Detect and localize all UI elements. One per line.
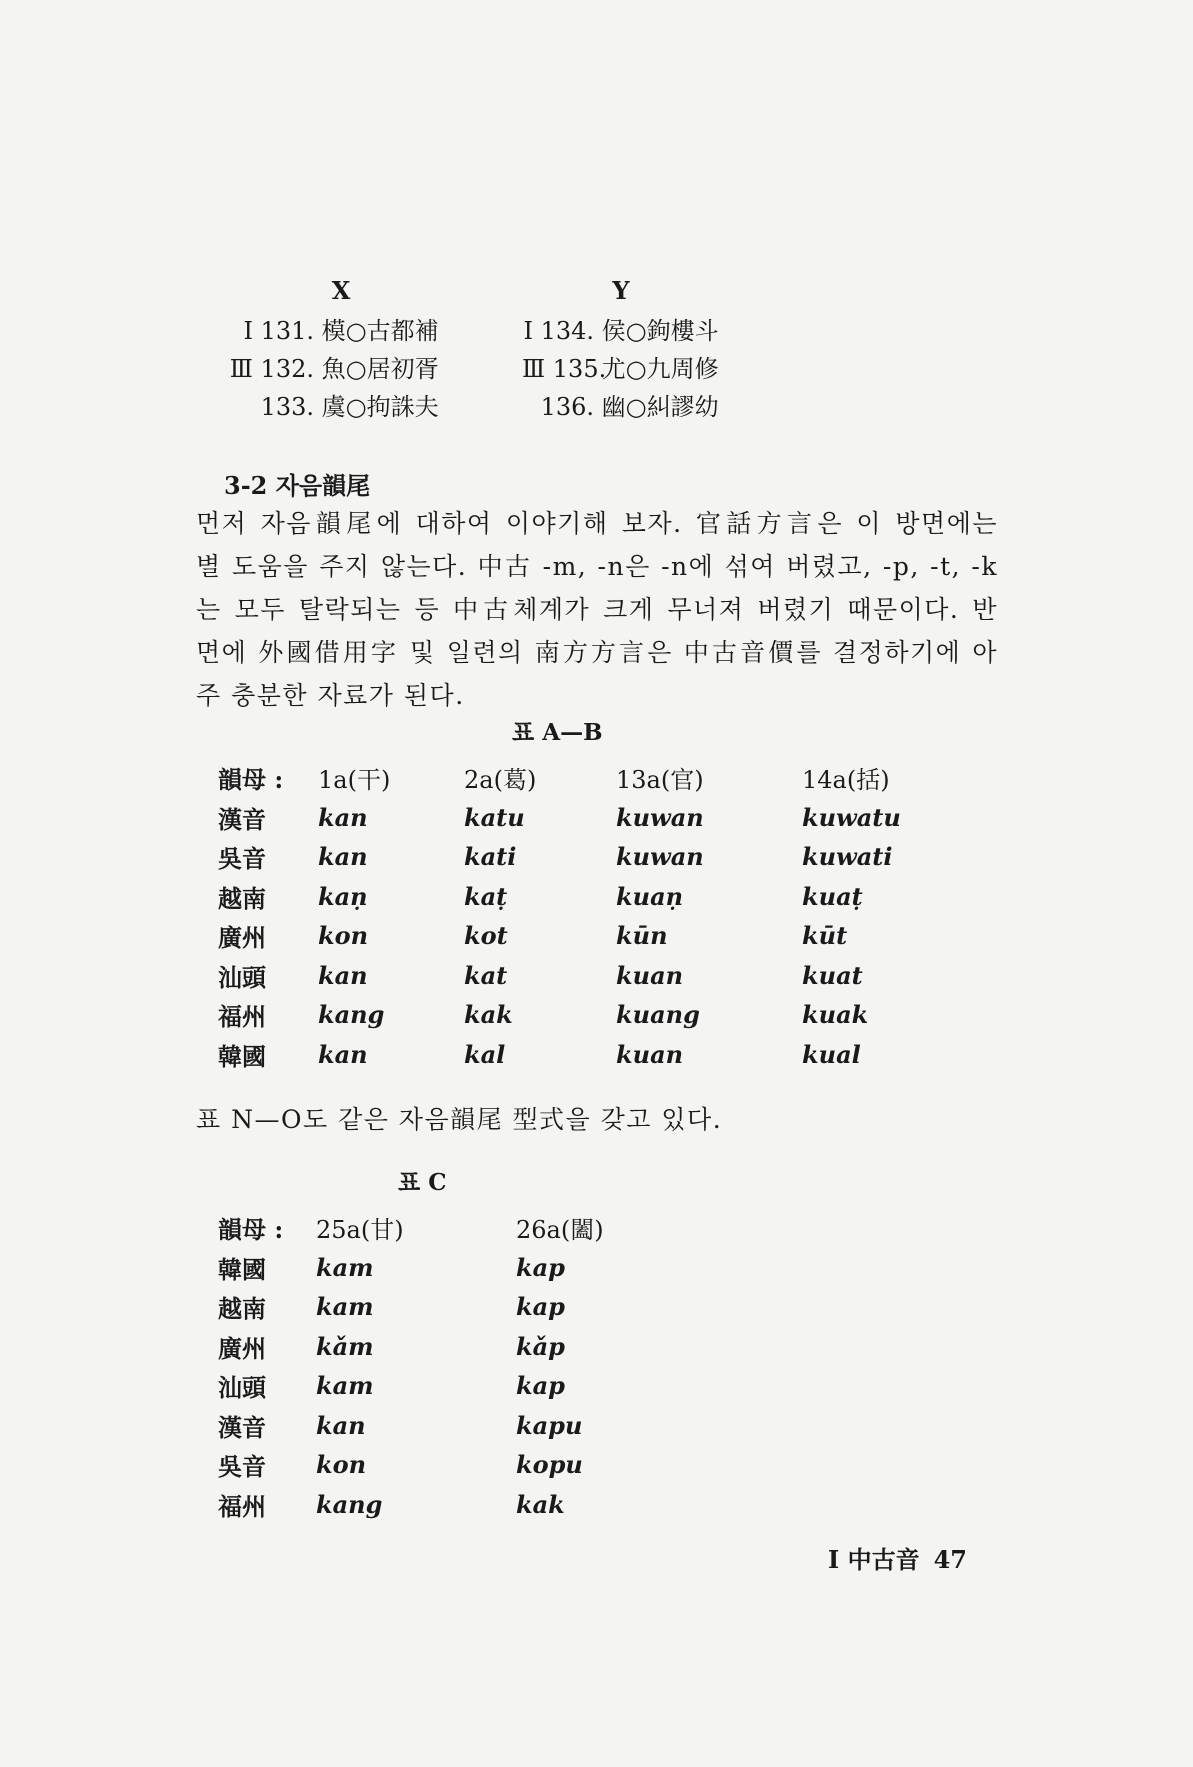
table-cell: kap: [516, 1252, 565, 1282]
row-text: 侯○鉤樓斗: [601, 317, 719, 345]
table-row: [218, 1035, 952, 1075]
table-cell: kang: [318, 1000, 385, 1030]
table-cell: kon: [316, 1450, 367, 1480]
table-cell: kapu: [516, 1410, 583, 1440]
x-list-row: [224, 388, 484, 426]
table-row: [218, 837, 952, 877]
header-cell: 韻母 :: [218, 1215, 284, 1245]
table-row: [218, 956, 952, 996]
dialect-label: 廣州: [218, 1333, 266, 1363]
paragraph-line: 주 충분한 자료가 된다.: [196, 681, 465, 710]
table-cell: kang: [316, 1489, 383, 1519]
dialect-label: 福州: [218, 1002, 266, 1032]
table-row: [218, 1287, 666, 1327]
table-row: [218, 916, 952, 956]
table-cell: kan: [318, 1039, 368, 1069]
table-cell: kaṭ: [464, 881, 508, 911]
table-cell: kuan: [616, 960, 684, 990]
table-cell: kūt: [802, 921, 848, 951]
table-header-row: [218, 1208, 666, 1248]
header-cell: 26a(闔): [516, 1216, 604, 1245]
table-row: [218, 877, 952, 917]
header-cell: 13a(官): [616, 766, 704, 795]
table-c-title: 표 C: [398, 1169, 447, 1196]
dialect-label: 吳音: [218, 1452, 266, 1482]
header-cell: 2a(葛): [464, 766, 537, 795]
y-list-row: [522, 350, 782, 388]
row-number: 136.: [540, 393, 594, 421]
row-number: Ⅲ 132.: [229, 355, 314, 383]
row-number: Ⅰ 131.: [243, 317, 314, 345]
table-cell: kan: [318, 842, 368, 872]
paragraph-line: 는 모두 탈락되는 등 中古체계가 크게 무너져 버렸기 때문이다. 반: [196, 595, 998, 624]
dialect-label: 福州: [218, 1491, 266, 1521]
table-cell: kam: [316, 1292, 374, 1322]
table-row: [218, 798, 952, 838]
y-list-head: Y: [612, 276, 630, 305]
x-list-head: X: [331, 276, 351, 305]
x-list-row: [224, 350, 484, 388]
section-title: 3-2 자음韻尾: [224, 471, 371, 500]
table-cell: kuang: [616, 1000, 700, 1030]
table-cell: kuwatu: [802, 802, 901, 832]
table-cell: kal: [464, 1039, 506, 1069]
row-text: 尤○九周修: [601, 355, 719, 383]
x-list-row: [224, 312, 484, 350]
paragraph-line: 별 도움을 주지 않는다. 中古 -m, -n은 -n에 섞여 버렸고, -p, -t, -k: [196, 552, 998, 581]
table-cell: kap: [516, 1292, 565, 1322]
table-header-row: [218, 758, 952, 798]
paragraph-line: 면에 外國借用字 및 일련의 南方方言은 中古音價를 결정하기에 아: [196, 638, 998, 667]
table-cell: kūn: [616, 921, 668, 951]
table-row: [218, 1366, 666, 1406]
table-cell: kual: [802, 1039, 861, 1069]
table-cell: kuaṇ: [616, 881, 684, 911]
table-cell: kuwati: [802, 842, 893, 872]
header-cell: 1a(干): [318, 766, 391, 795]
page-number: 47: [933, 1545, 967, 1574]
row-text: 模○古都補: [321, 317, 439, 345]
row-text: 魚○居初胥: [321, 355, 439, 383]
table-cell: kaṇ: [318, 881, 368, 911]
table-c: [218, 1208, 666, 1524]
table-ab: [218, 758, 952, 1074]
table-cell: kuan: [616, 1039, 684, 1069]
table-row: [218, 1485, 666, 1525]
table-row: [218, 995, 952, 1035]
dialect-label: 汕頭: [218, 962, 266, 992]
table-cell: kak: [516, 1489, 565, 1519]
page-footer: [828, 1540, 981, 1575]
table-cell: kak: [464, 1000, 513, 1030]
note-line: 표 N—O도 같은 자음韻尾 型式을 갖고 있다.: [196, 1105, 723, 1134]
table-row: [218, 1327, 666, 1367]
table-cell: kan: [318, 802, 368, 832]
dialect-label: 韓國: [218, 1041, 266, 1071]
body-paragraph: [196, 502, 998, 717]
dialect-label: 越南: [218, 883, 266, 913]
dialect-label: 韓國: [218, 1254, 266, 1284]
table-cell: katu: [464, 802, 525, 832]
table-cell: kuak: [802, 1000, 869, 1030]
dialect-label: 汕頭: [218, 1373, 266, 1403]
table-row: [218, 1445, 666, 1485]
table-cell: kati: [464, 842, 517, 872]
dialect-label: 漢音: [218, 804, 266, 834]
table-cell: kan: [316, 1410, 366, 1440]
table-cell: kam: [316, 1371, 374, 1401]
row-number: Ⅲ 135.: [522, 355, 607, 383]
table-cell: kam: [316, 1252, 374, 1282]
dialect-label: 越南: [218, 1294, 266, 1324]
table-cell: kuwan: [616, 842, 704, 872]
table-cell: kuwan: [616, 802, 704, 832]
header-cell: 25a(甘): [316, 1216, 404, 1245]
header-cell: 韻母 :: [218, 765, 284, 795]
table-cell: kǎm: [316, 1331, 374, 1361]
row-number: Ⅰ 134.: [523, 317, 594, 345]
table-cell: kan: [318, 960, 368, 990]
table-cell: kon: [318, 921, 369, 951]
paragraph-line: 먼저 자음韻尾에 대하여 이야기해 보자. 官話方言은 이 방면에는: [196, 509, 998, 538]
x-list: [224, 272, 484, 426]
table-cell: kuaṭ: [802, 881, 863, 911]
y-list-row: [522, 312, 782, 350]
table-cell: kǎp: [516, 1331, 565, 1361]
table-ab-title: 표 A—B: [512, 719, 603, 746]
table-cell: kopu: [516, 1450, 583, 1480]
dialect-label: 吳音: [218, 844, 266, 874]
dialect-label: 廣州: [218, 923, 266, 953]
row-text: 幽○糾謬幼: [601, 393, 719, 421]
table-cell: kot: [464, 921, 508, 951]
table-cell: kuat: [802, 960, 863, 990]
chapter-label: Ⅰ 中古音: [828, 1545, 920, 1574]
table-row: [218, 1406, 666, 1446]
table-cell: kap: [516, 1371, 565, 1401]
y-list-row: [522, 388, 782, 426]
row-text: 虞○拘誅夫: [321, 393, 439, 421]
row-number: 133.: [260, 393, 314, 421]
table-cell: kat: [464, 960, 508, 990]
table-row: [218, 1248, 666, 1288]
y-list: [522, 272, 782, 426]
header-cell: 14a(括): [802, 766, 890, 795]
dialect-label: 漢音: [218, 1412, 266, 1442]
